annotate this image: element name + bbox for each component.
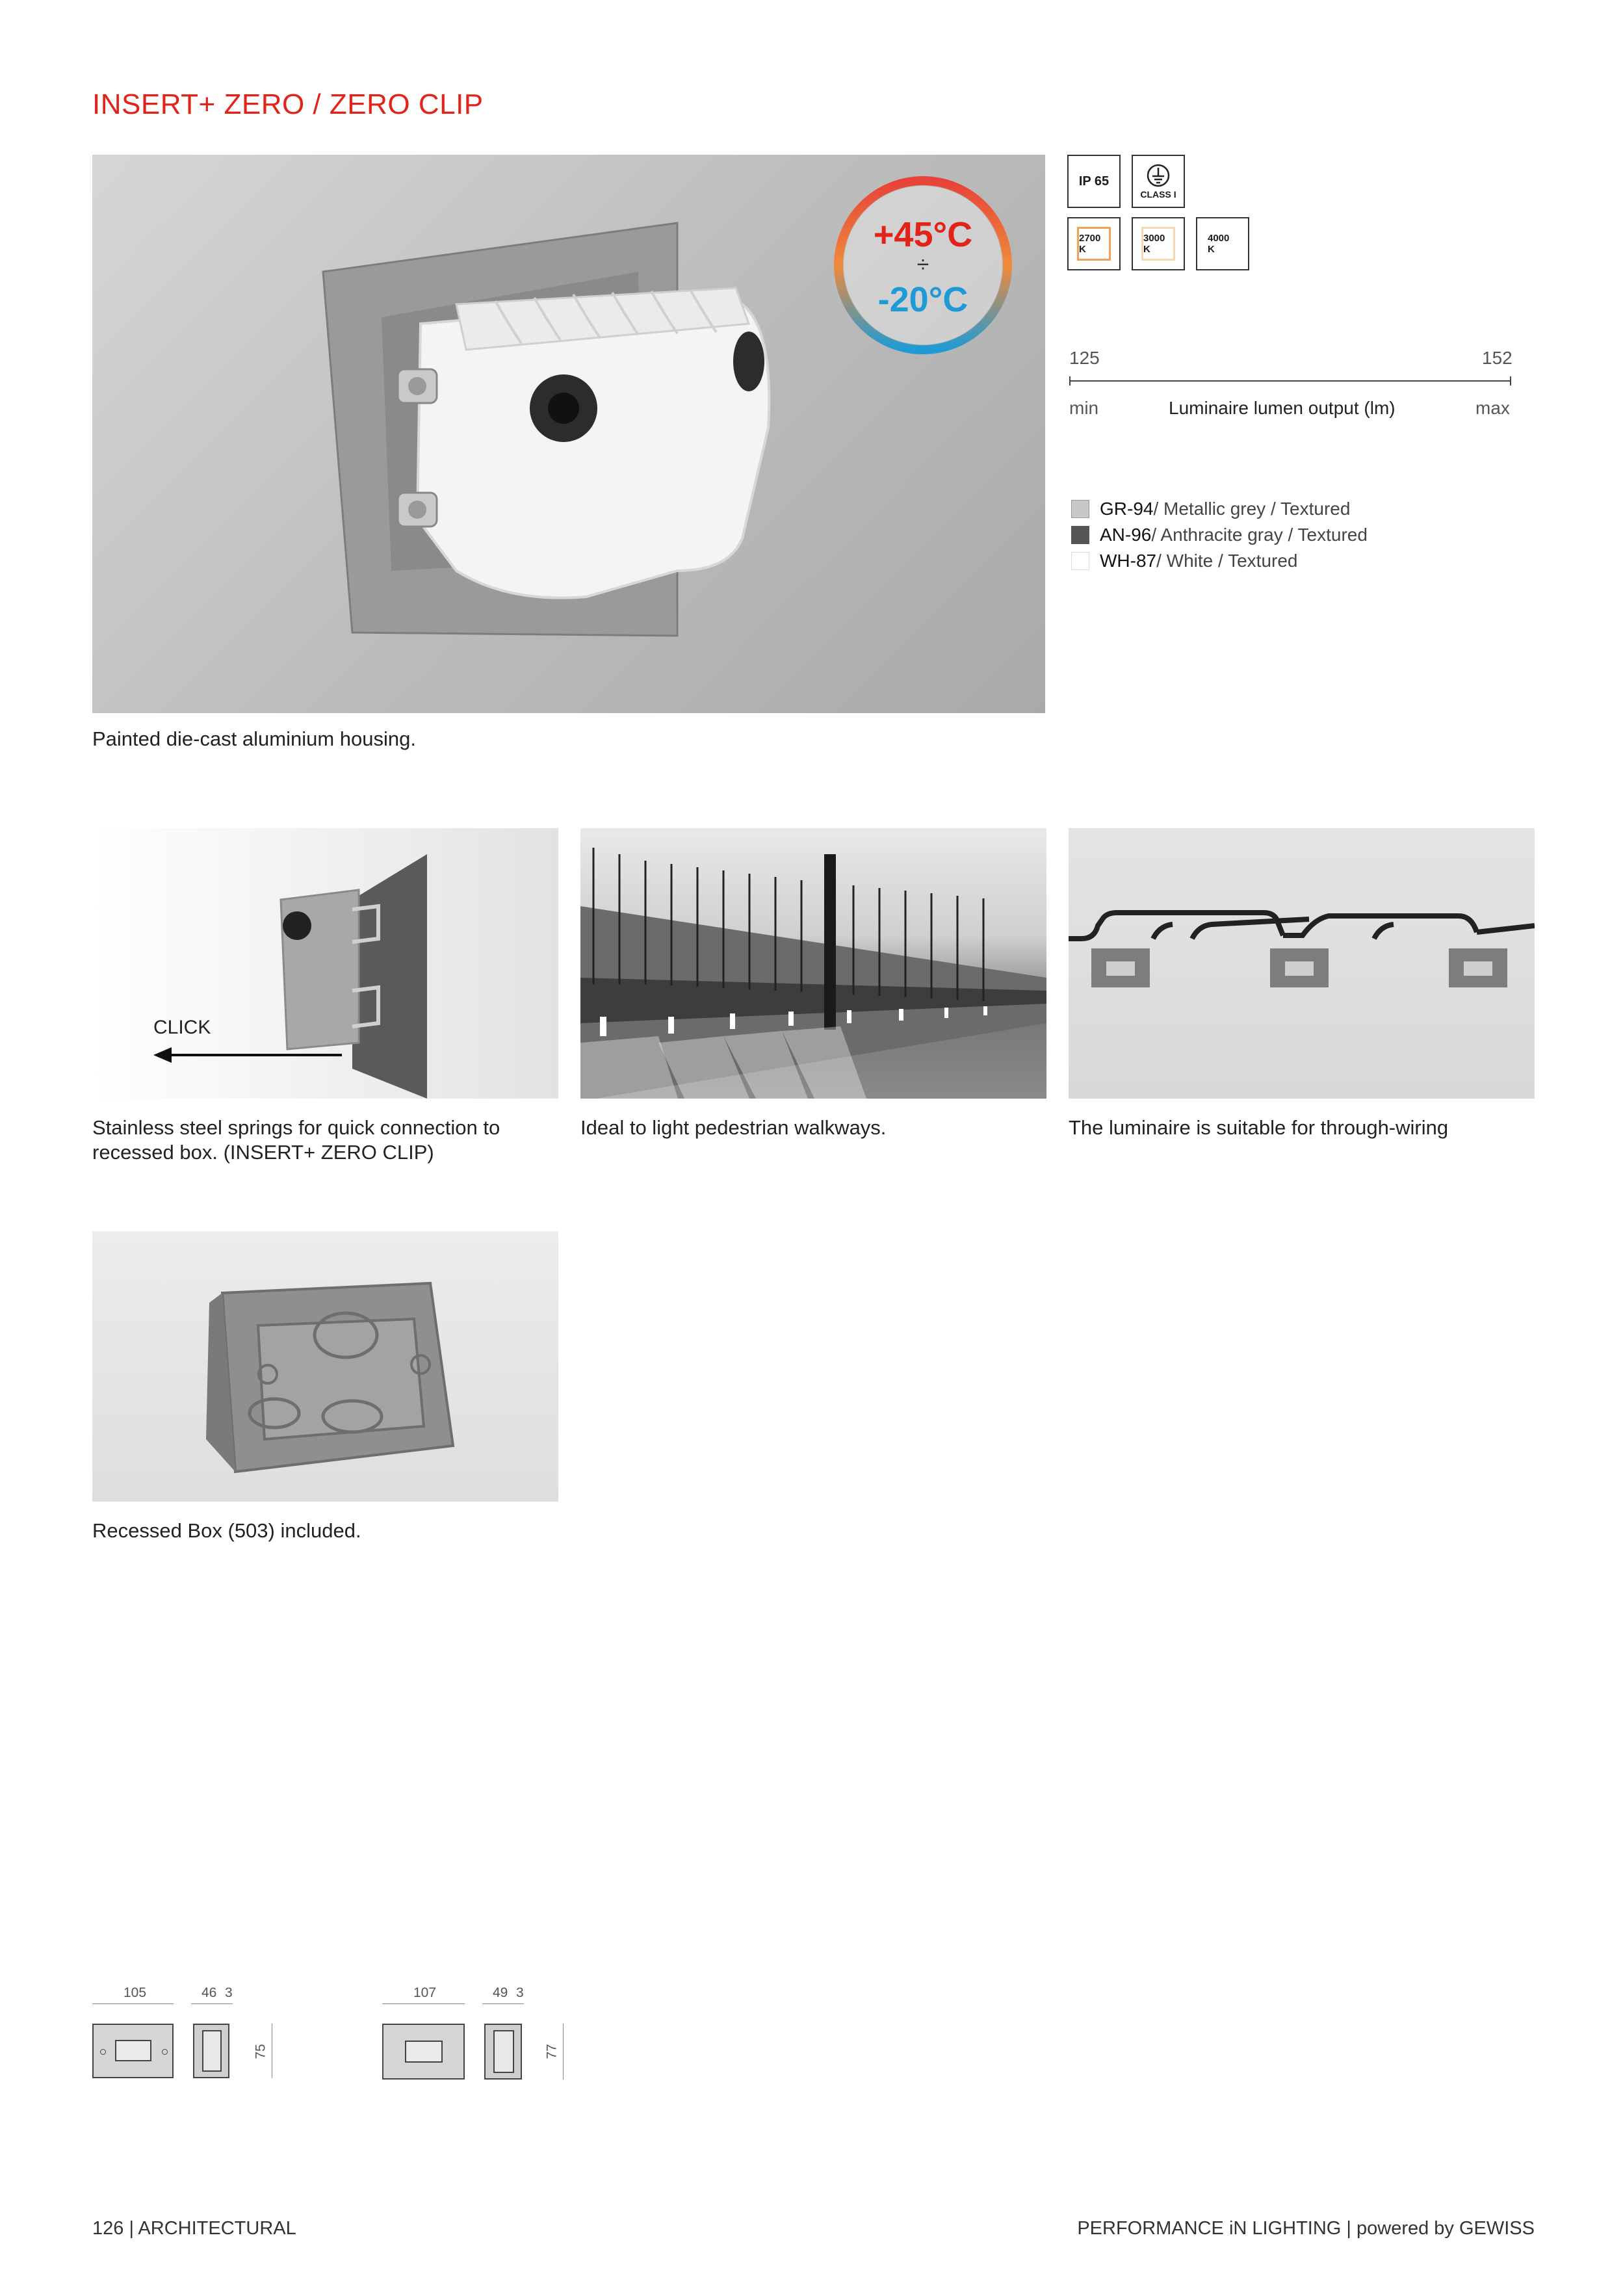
drawing-1-side-detail [202, 2030, 222, 2072]
lumen-scale-line [1069, 380, 1511, 382]
feature-photo-wiring [1069, 828, 1535, 1099]
footer-right: PERFORMANCE iN LIGHTING | powered by GEWISS [1077, 2218, 1535, 2239]
ground-icon [1146, 163, 1171, 188]
wiring-illustration [1069, 828, 1535, 1099]
cct-3000k-frame [1141, 227, 1175, 261]
finish-swatch [1071, 552, 1089, 570]
lumen-scale-tick-right [1510, 376, 1511, 385]
drawing-2-height-line [563, 2024, 564, 2080]
finish-code: AN-96 [1100, 525, 1152, 545]
drawing-1-height: 75 [253, 2044, 268, 2059]
drawing-2-width-line [382, 2003, 465, 2004]
drawing-1-front-view [92, 2024, 174, 2078]
lumen-max-value: 152 [1482, 348, 1513, 368]
finish-item-wh87 [1071, 548, 1368, 574]
drawing-2-depth-line [482, 2003, 524, 2004]
cct-4000k [1196, 217, 1249, 270]
drawing-2-front-view [382, 2024, 465, 2080]
finish-code: WH-87 [1100, 551, 1157, 571]
temp-min: -20°C [877, 280, 968, 319]
drawing-1-screw-left [100, 2049, 106, 2055]
cct-4000k-frame [1206, 227, 1240, 261]
drawing-2-width: 107 [413, 1985, 437, 2000]
cct-2700k-label: 2700 K [1079, 233, 1101, 255]
class-label: CLASS I [1140, 189, 1176, 200]
temp-max: +45°C [873, 215, 973, 254]
drawing-1-lip: 3 [225, 1985, 233, 2000]
walkway-illustration [580, 828, 1046, 1099]
drawing-1-side-view [193, 2024, 229, 2078]
cct-3000k [1132, 217, 1185, 270]
drawing-1-width-line [92, 2003, 174, 2004]
finish-item-an96 [1071, 522, 1368, 548]
click-label: CLICK [153, 1017, 211, 1038]
drawing-1 [92, 1985, 287, 2089]
footer-left: 126 | ARCHITECTURAL [92, 2218, 296, 2239]
drawing-2-side-view [484, 2024, 522, 2080]
drawing-2-side-detail [493, 2030, 514, 2073]
drawing-2-height: 77 [544, 2044, 560, 2059]
finish-code: GR-94 [1100, 499, 1154, 519]
recessed-box-illustration [92, 1231, 558, 1502]
drawing-1-width: 105 [123, 1985, 147, 2000]
drawing-2-depth: 49 [493, 1985, 508, 2000]
lumen-scale-tick-left [1069, 376, 1071, 385]
drawing-2 [382, 1985, 577, 2089]
finish-desc: / Anthracite gray / Textured [1151, 525, 1368, 545]
finish-desc: / Metallic grey / Textured [1153, 499, 1351, 519]
drawing-1-depth-line [191, 2003, 233, 2004]
drawing-2-lip: 3 [516, 1985, 524, 2000]
feature-caption-recessed-box: Recessed Box (503) included. [92, 1519, 361, 1542]
finish-desc: / White / Textured [1156, 551, 1298, 571]
cct-4000k-label: 4000 K [1208, 233, 1230, 255]
feature-photo-click [92, 828, 558, 1099]
finish-swatch [1071, 526, 1089, 544]
drawing-1-depth: 46 [201, 1985, 217, 2000]
lumen-min-label: min [1069, 398, 1099, 418]
temperature-badge [832, 174, 1014, 356]
cct-2700k-frame [1077, 227, 1111, 261]
class-badge [1132, 155, 1185, 208]
hero-photo [92, 155, 1045, 713]
feature-caption-click: Stainless steel springs for quick connection to recessed box. (INSERT+ ZERO CLIP) [92, 1116, 500, 1164]
drawing-2-window [405, 2041, 443, 2063]
cct-3000k-label: 3000 K [1143, 233, 1165, 255]
finish-list [1071, 496, 1368, 574]
feature-caption-wiring: The luminaire is suitable for through-wiring [1069, 1116, 1449, 1139]
cct-2700k [1067, 217, 1121, 270]
feature-photo-walkway [580, 828, 1046, 1099]
drawing-1-screw-right [162, 2049, 168, 2055]
ip-rating-badge: IP 65 [1067, 155, 1121, 208]
drawing-1-window [115, 2040, 151, 2061]
lumen-title: Luminaire lumen output (lm) [1169, 398, 1396, 418]
hero-caption: Painted die-cast aluminium housing. [92, 727, 416, 750]
feature-caption-walkway: Ideal to light pedestrian walkways. [580, 1116, 887, 1139]
lumen-max-label: max [1475, 398, 1510, 418]
lumen-min-value: 125 [1069, 348, 1100, 368]
feature-photo-recessed-box [92, 1231, 558, 1502]
finish-item-gr94 [1071, 496, 1368, 522]
arrow-left-icon [153, 1045, 348, 1065]
page-title: INSERT+ ZERO / ZERO CLIP [92, 88, 484, 120]
finish-swatch [1071, 500, 1089, 518]
temp-separator: ÷ [916, 252, 929, 277]
